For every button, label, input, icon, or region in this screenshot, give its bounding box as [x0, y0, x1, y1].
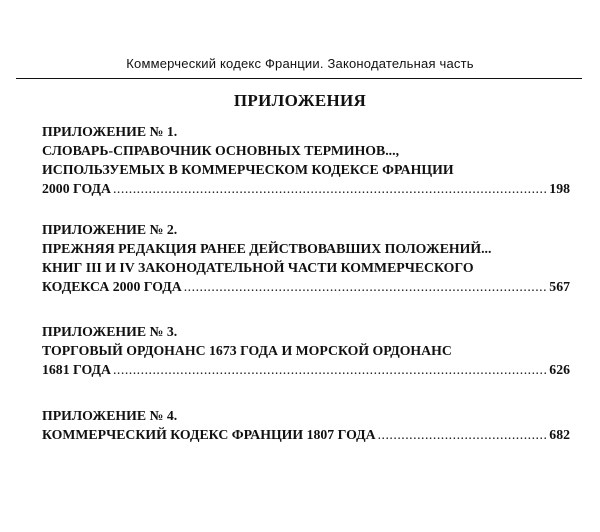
toc-entry-title-line: ПРЕЖНЯЯ РЕДАКЦИЯ РАНЕЕ ДЕЙСТВОВАВШИХ ПОЛОЖЕНИЙ... [42, 241, 492, 256]
toc-entry-4[interactable] [42, 406, 570, 444]
header-rule [16, 78, 582, 79]
dot-leader [113, 179, 547, 198]
toc-entry-title-line: ТОРГОВЫЙ ОРДОНАНС 1673 ГОДА И МОРСКОЙ ОРДОНАНС [42, 343, 452, 358]
toc-entry-title-end: 2000 ГОДА [42, 181, 111, 196]
page-number: 567 [549, 279, 570, 294]
toc-entry-number: ПРИЛОЖЕНИЕ № 2. [42, 222, 178, 237]
toc-entry-last-line [42, 425, 570, 444]
running-header: Коммерческий кодекс Франции. Законодательная часть [126, 56, 474, 71]
dot-leader [184, 277, 548, 296]
dot-leader [378, 425, 548, 444]
toc-entry-number: ПРИЛОЖЕНИЕ № 4. [42, 408, 178, 423]
toc-entry-1[interactable] [42, 122, 570, 198]
toc-entry-number: ПРИЛОЖЕНИЕ № 3. [42, 324, 178, 339]
toc-entry-2[interactable] [42, 220, 570, 296]
section-title: ПРИЛОЖЕНИЯ [233, 91, 367, 110]
toc-entry-title-line: КНИГ III И IV ЗАКОНОДАТЕЛЬНОЙ ЧАСТИ КОММЕРЧЕСКОГО [42, 260, 474, 275]
toc-entry-title-line: СЛОВАРЬ-СПРАВОЧНИК ОСНОВНЫХ ТЕРМИНОВ..., [42, 143, 400, 158]
dot-leader [113, 360, 547, 379]
toc-entry-last-line [42, 360, 570, 379]
toc-entry-last-line [42, 277, 570, 296]
toc-entry-title-end: 1681 ГОДА [42, 362, 111, 377]
toc-entry-title-line: ИСПОЛЬЗУЕМЫХ В КОММЕРЧЕСКОМ КОДЕКСЕ ФРАНЦИИ [42, 162, 454, 177]
page-number: 682 [549, 427, 570, 442]
page-number: 626 [549, 362, 570, 377]
toc-entry-title-end: КОММЕРЧЕСКИЙ КОДЕКС ФРАНЦИИ 1807 ГОДА [42, 427, 376, 442]
page-number: 198 [549, 181, 570, 196]
toc-entry-title-end: КОДЕКСА 2000 ГОДА [42, 279, 182, 294]
toc-entry-number: ПРИЛОЖЕНИЕ № 1. [42, 124, 178, 139]
toc-entry-last-line [42, 179, 570, 198]
toc-entry-3[interactable] [42, 322, 570, 379]
